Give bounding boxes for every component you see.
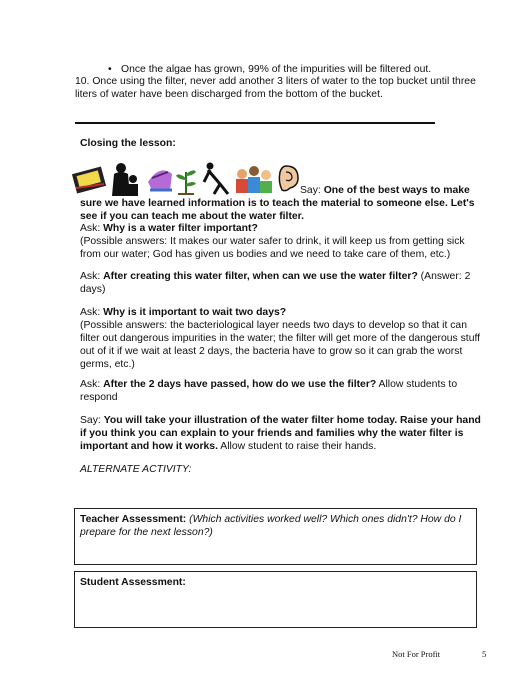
question-1-answer: (Possible answers: It makes our water safer to drink, it will keep us from getting sick from our water; God has given us bodies and we need to take care of them, etc.) (80, 236, 465, 260)
question-4: Ask: After the 2 days have passed, how do we use the filter? Allow students to respond (80, 379, 458, 403)
teacher-assessment-text: Teacher Assessment: (Which activities worked well? Which ones didn't? How do I prepare for the next lesson?) (80, 514, 462, 538)
say-teach-back: Say: One of the best ways to make sure we have learned information is to teach the material to someone else. Let's see if you can teach me about the water filter. (80, 185, 475, 222)
student-assessment-box[interactable] (74, 571, 477, 628)
question-1: Ask: Why is a water filter important? (80, 223, 258, 234)
section-divider (75, 122, 435, 124)
bullet-text: Once the algae has grown, 99% of the impurities will be filtered out. (121, 64, 432, 75)
question-2: Ask: After creating this water filter, when can we use the water filter? (Answer: 2 days) (80, 271, 471, 295)
list-item-10: 10. Once using the filter, never add another 3 liters of water to the top bucket until three liters of water have been discharged from the bottom of the bucket. (75, 76, 476, 100)
say-take-home: Say: You will take your illustration of the water filter home today. Raise your hand if you think you can explain to your friends and families why the water filter is important and how it works. Allow student to raise their hands. (80, 415, 481, 452)
closing-heading: Closing the lesson: (80, 138, 176, 149)
footer-note: Not For Profit (392, 649, 441, 659)
student-assessment-label: Student Assessment: (80, 577, 186, 588)
page-number: 5 (482, 649, 487, 659)
bullet-symbol: • (108, 64, 112, 75)
question-3-answer: (Possible answers: the bacteriological layer needs two days to develop so that it can filter out dangerous impurities in the water; the filter will get more of the dangerous stuff out of it if we wait at least 2 days, the bacteria have to grow so it can grab the worst germs, etc.) (80, 320, 481, 370)
question-3: Ask: Why is it important to wait two days? (80, 307, 287, 318)
alternate-activity-heading: ALTERNATE ACTIVITY: (80, 464, 192, 475)
teacher-assessment-box[interactable] (74, 508, 477, 565)
